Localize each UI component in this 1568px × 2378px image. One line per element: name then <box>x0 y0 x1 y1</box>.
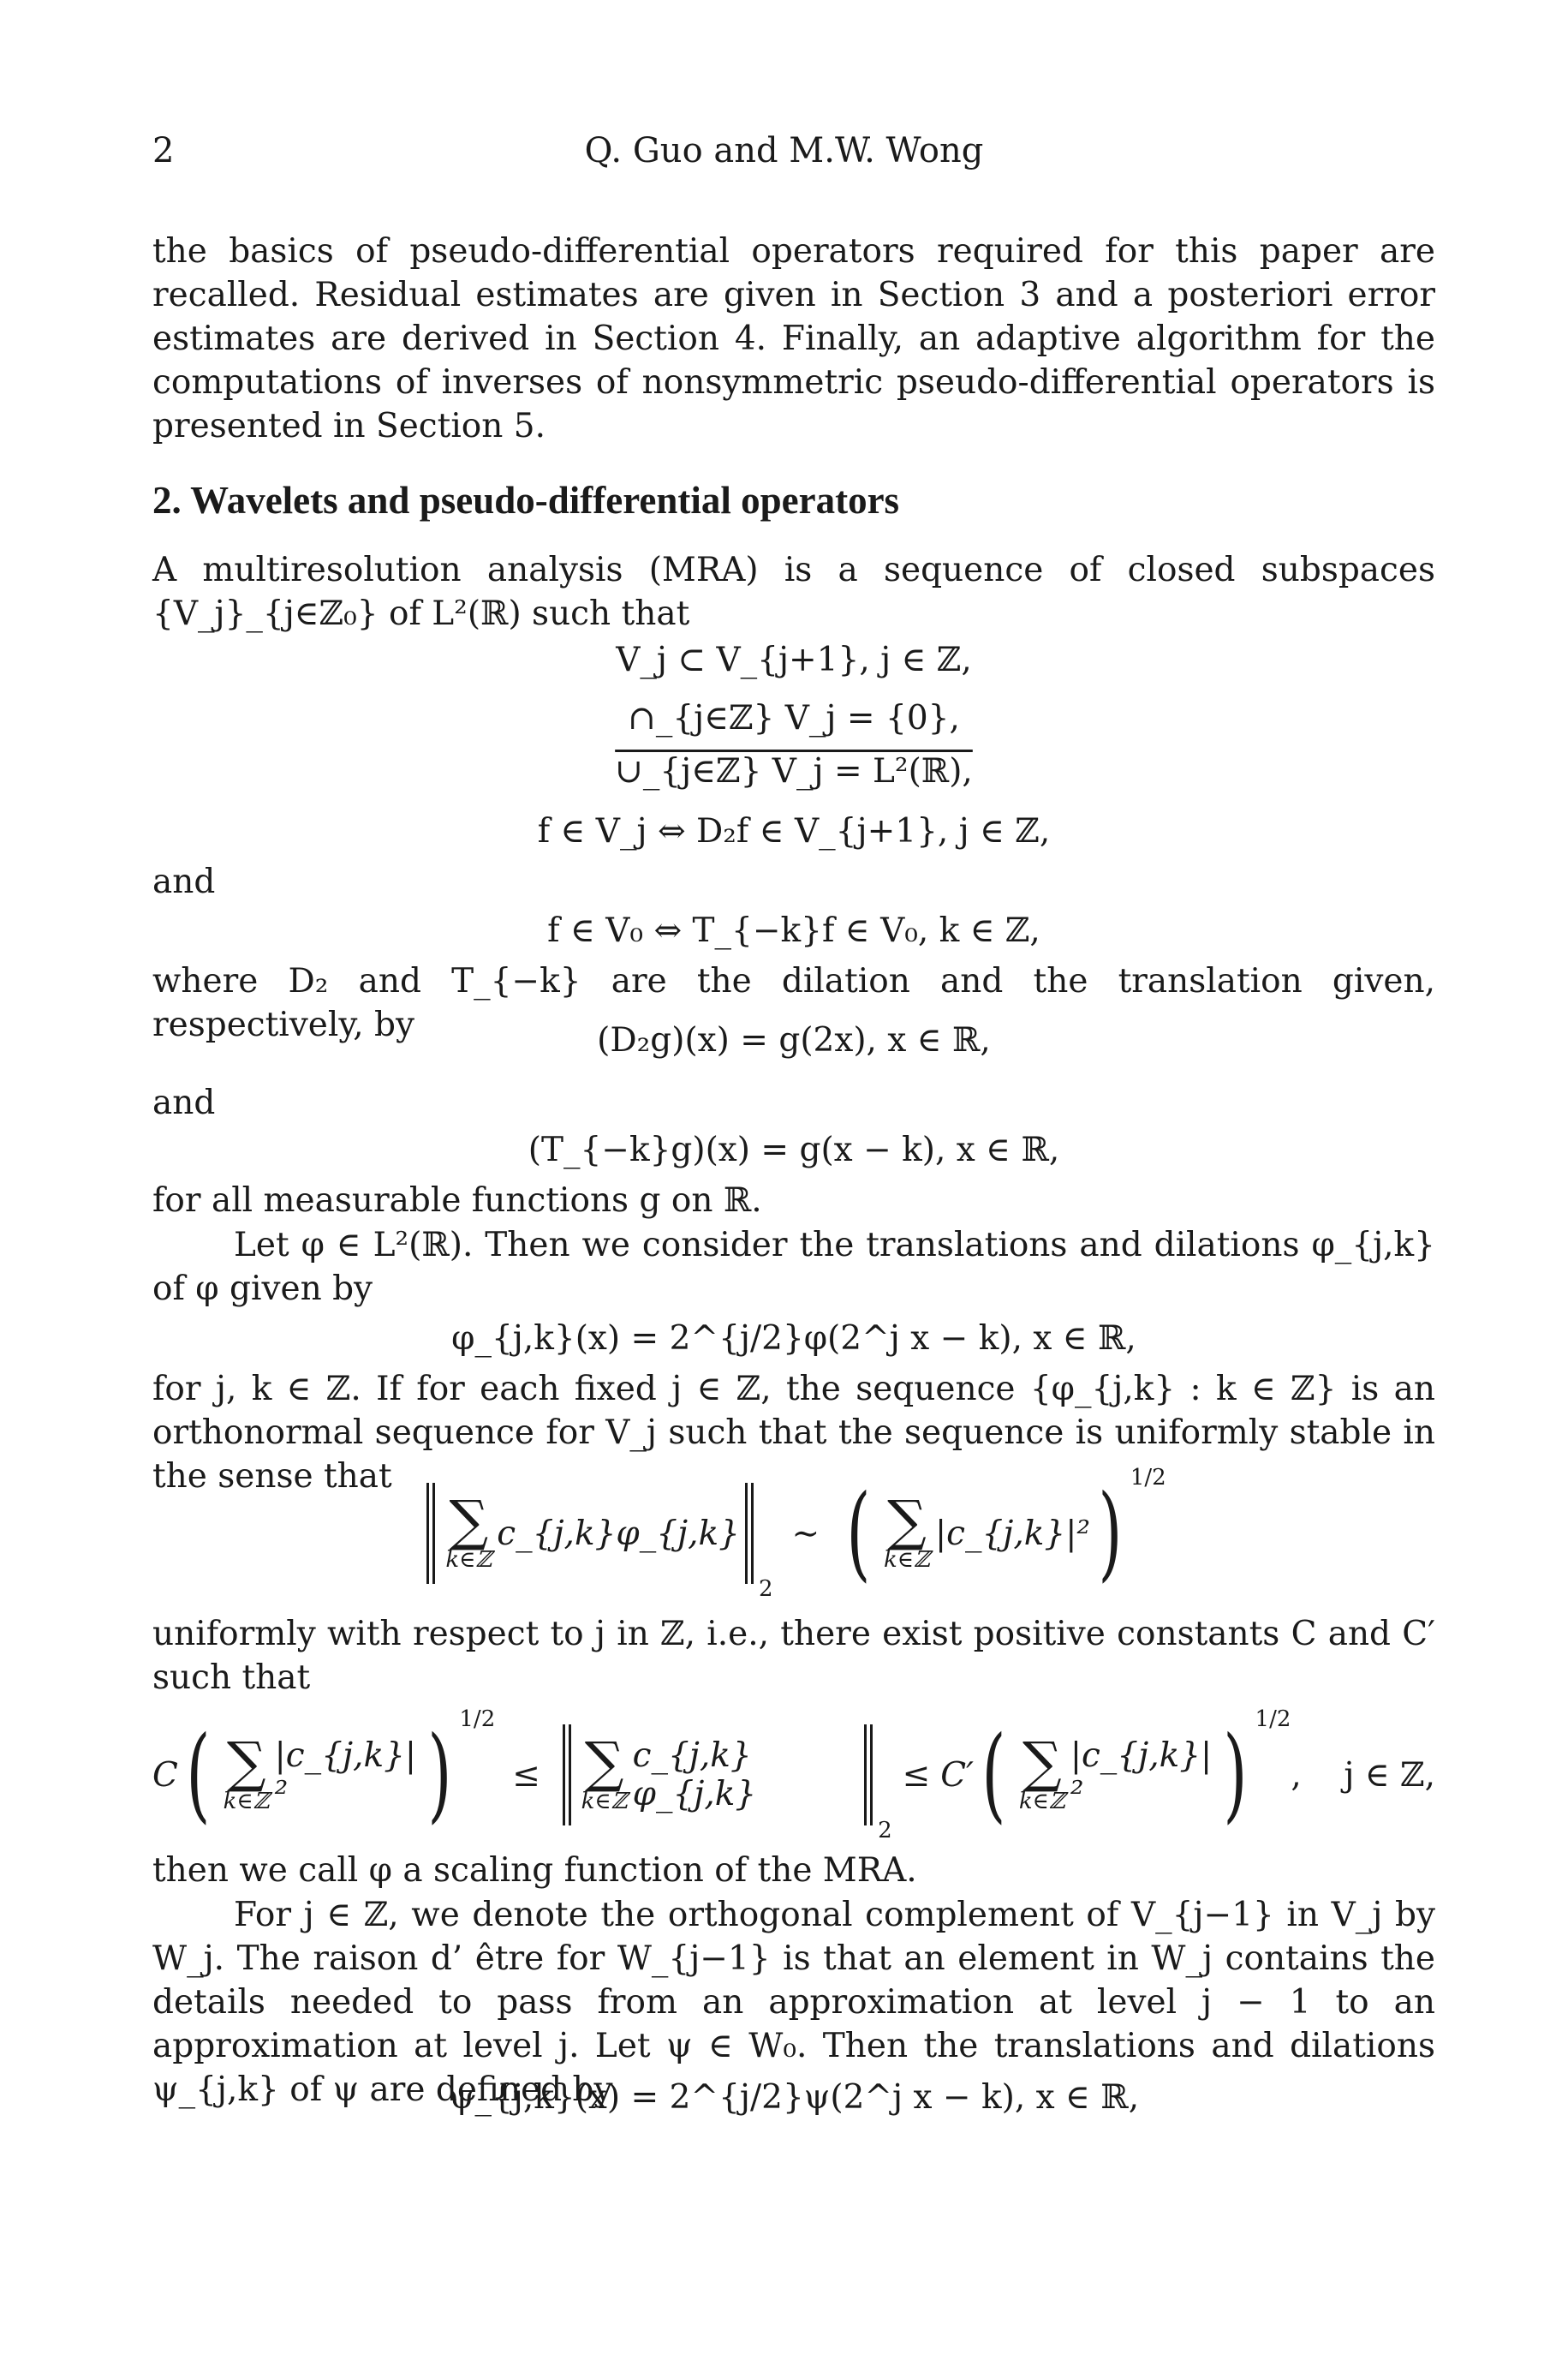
left-paren-a: ( <box>186 1715 211 1834</box>
riesz-bounds-equation <box>152 1706 1435 1843</box>
norm-subscript-b: 2 <box>878 1818 892 1843</box>
right-paren-c: ) <box>1223 1715 1248 1834</box>
constant-c-prime: C′ <box>940 1755 974 1795</box>
abs-coefficient-a: |c_{j,k}|² <box>274 1736 417 1813</box>
norm-bar-left <box>426 1483 435 1584</box>
equation-dilation: f ∈ V_j ⇔ D₂f ∈ V_{j+1}, j ∈ ℤ, <box>537 812 1051 851</box>
and-text-2: and <box>152 1084 216 1122</box>
right-paren: ) <box>1098 1473 1123 1592</box>
mra-definition: A multiresolution analysis (MRA) is a sequence of closed subspaces {V_j}_{j∈ℤ₀} of L²(ℝ) such that <box>152 551 1435 633</box>
equation-union-closure: ∪_{j∈ℤ} V_j = L²(ℝ), <box>615 752 973 791</box>
norm-subscript: 2 <box>758 1576 773 1602</box>
sim-symbol: ∼ <box>791 1514 820 1553</box>
sum-symbol-c: ∑ k∈ℤ <box>1018 1731 1065 1814</box>
equation-intersection: ∩_{j∈ℤ} V_j = {0}, <box>628 699 960 738</box>
orthonormal-paragraph: for j, k ∈ ℤ. If for each fixed j ∈ ℤ, the sequence {φ_{j,k} : k ∈ ℤ} is an orthonormal sequence for V_j such that the sequence is uniformly stable in the sense that <box>152 1370 1435 1496</box>
sum-symbol-b: ∑ k∈ℤ <box>581 1731 628 1814</box>
equation-t-k: (T_{−k}g)(x) = g(x − k), x ∈ ℝ, <box>528 1131 1060 1169</box>
left-paren-c: ( <box>981 1715 1006 1834</box>
and-text-1: and <box>152 863 216 901</box>
uniformly-paragraph: uniformly with respect to j in ℤ, i.e., there exist positive constants C and C′ such that <box>152 1615 1435 1697</box>
equation-d2: (D₂g)(x) = g(2x), x ∈ ℝ, <box>597 1021 991 1060</box>
norm-bar-left-b <box>563 1724 571 1825</box>
exponent-half: 1/2 <box>1130 1465 1166 1491</box>
page-number: 2 <box>152 131 175 170</box>
page-header <box>152 130 1416 171</box>
equation-phi-jk: φ_{j,k}(x) = 2^{j/2}φ(2^j x − k), x ∈ ℝ, <box>451 1319 1136 1358</box>
leq-symbol-b: ≤ <box>902 1755 931 1795</box>
constant-c: C <box>152 1755 178 1795</box>
stability-equation <box>152 1465 1435 1602</box>
sum-symbol-a: ∑ k∈ℤ <box>223 1731 270 1814</box>
equation-psi-jk: ψ_{j,k}(x) = 2^{j/2}ψ(2^j x − k), x ∈ ℝ, <box>448 2078 1140 2117</box>
section-title: 2. Wavelets and pseudo-differential operators <box>152 479 900 522</box>
leq-symbol-a: ≤ <box>512 1755 540 1795</box>
abs-coefficient-c: |c_{j,k}|² <box>1070 1736 1213 1813</box>
norm-bar-right-b <box>864 1724 873 1825</box>
running-title: Q. Guo and M.W. Wong <box>584 131 984 170</box>
norm-bar-right <box>745 1483 754 1584</box>
equation-tail: , j ∈ ℤ, <box>1291 1755 1435 1795</box>
sum-term: c_{j,k}φ_{j,k} <box>497 1514 740 1553</box>
right-paren-a: ) <box>426 1715 452 1834</box>
equation-nested: V_j ⊂ V_{j+1}, j ∈ ℤ, <box>616 641 972 679</box>
measurable-line: for all measurable functions g on ℝ. <box>152 1181 762 1220</box>
exponent-half-a: 1/2 <box>459 1706 496 1732</box>
intro-paragraph: the basics of pseudo-differential operators required for this paper are recalled. Residual estimates are given in Section 3 and a posteriori error estimates are derived in Section 4. Finally, an adaptive algorithm for the computations of inverses of nonsymmetric pseudo-differential operators is presented in Section 5. <box>152 232 1435 445</box>
left-paren: ( <box>846 1473 871 1592</box>
let-phi-paragraph: Let φ ∈ L²(ℝ). Then we consider the translations and dilations φ_{j,k} of φ given by <box>152 1226 1435 1308</box>
exponent-half-c: 1/2 <box>1255 1706 1291 1732</box>
scaling-function-line: then we call φ a scaling function of the MRA. <box>152 1851 917 1890</box>
where-line: where D₂ and T_{−k} are the dilation and the translation given, respectively, by <box>152 962 1435 1044</box>
abs-coefficient: |c_{j,k}|² <box>935 1514 1091 1553</box>
equation-translation: f ∈ V₀ ⇔ T_{−k}f ∈ V₀, k ∈ ℤ, <box>547 911 1040 950</box>
sum-symbol: ∑ k∈ℤ <box>445 1490 492 1573</box>
sum-term-b: c_{j,k}φ_{j,k} <box>632 1736 757 1813</box>
sum-symbol-2: ∑ k∈ℤ <box>884 1490 930 1573</box>
orthogonal-complement-paragraph: For j ∈ ℤ, we denote the orthogonal complement of V_{j−1} in V_j by W_j. The raison d’ être for W_{j−1} is that an element in W_j contains the details needed to pass from an approximation at level j − 1 to an approximation at level j. Let ψ ∈ W₀. Then the translations and dilations ψ_{j,k} of ψ are defined by <box>152 1896 1435 2109</box>
